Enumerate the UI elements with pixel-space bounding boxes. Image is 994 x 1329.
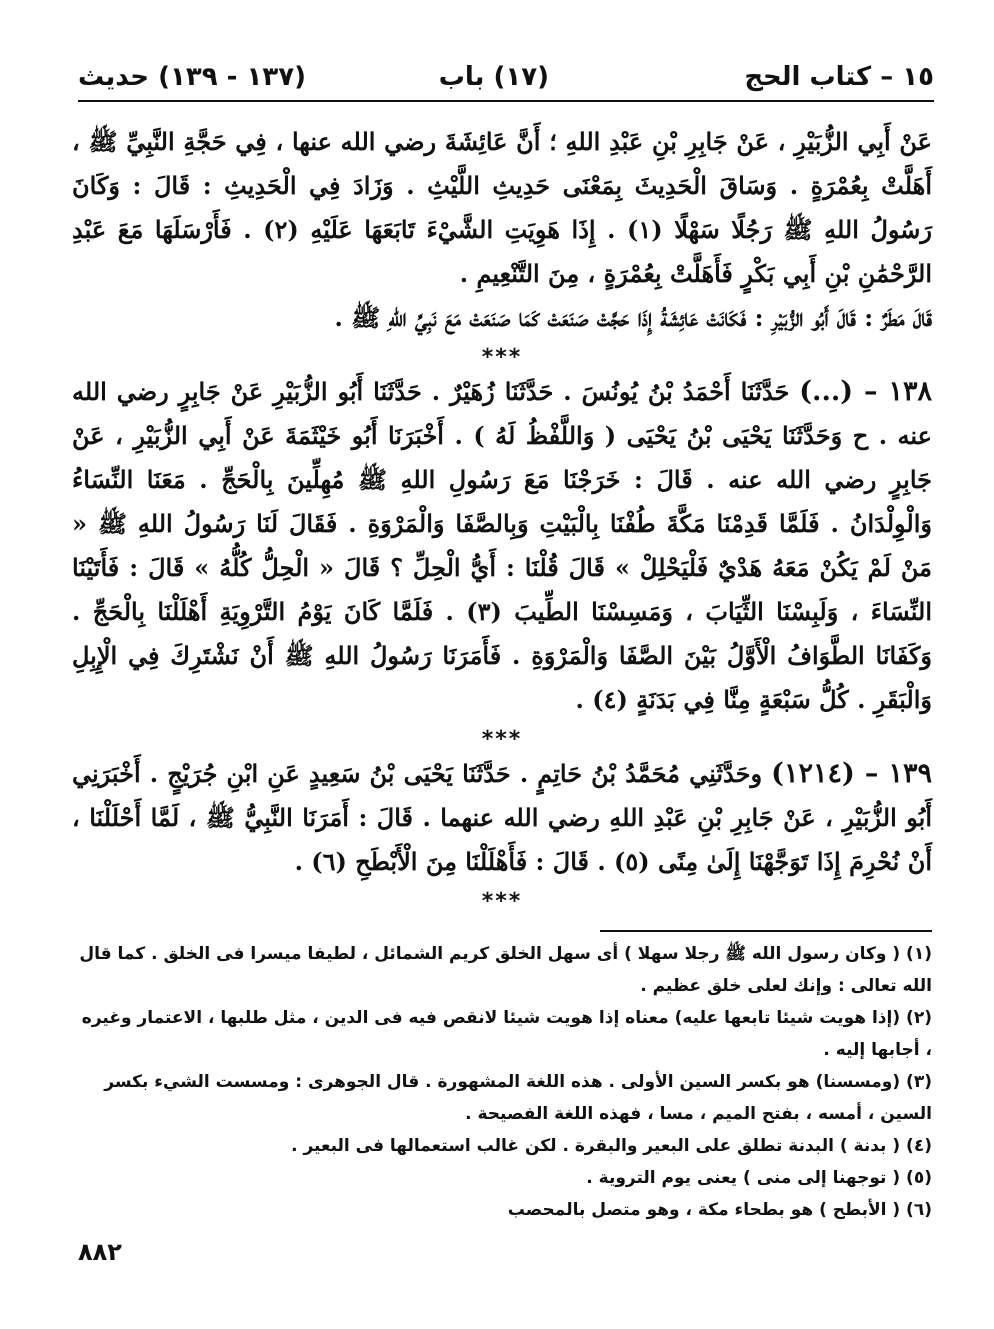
chapter-title: ١٥ – كتاب الحج: [744, 62, 934, 92]
hadith-139-text: وحَدَّثَنِي مُحَمَّدُ بْنُ حَاتِمٍ . حَدَّثَنَا يَحْيَى بْنُ سَعِيدٍ عَنِ ابْنِ جُرَيْجٍ . أَخْبَرَنِي أَبُو الزُّبَيْرِ ، عَنْ جَابِرِ بْنِ عَبْدِ اللهِ رضي الله عنهما . قَالَ : أَمَرَنَا النَّبِيُّ ﷺ ، لَمَّا أَحْلَلْنَا ، أَنْ نُحْرِمَ إِذَا تَوَجَّهْنَا إِلَىٰ مِنًى (٥) . قَالَ : فَأَهْلَلْنَا مِنَ الْأَبْطَحِ (٦) .: [72, 759, 932, 876]
separator-stars: ***: [481, 727, 523, 752]
section-label: (١٧) باب: [438, 62, 549, 92]
hadith-138-text: حَدَّثَنَا أَحْمَدُ بْنُ يُونُسَ . حَدَّثَنَا زُهَيْرٌ . حَدَّثَنَا أَبُو الزُّبَيْرِ عَنْ جَابِرٍ رضي الله عنه . ح وَحَدَّثَنَا يَحْيَى بْنُ يَحْيَى ( وَاللَّفْظُ لَهُ ) . أَخْبَرَنَا أَبُو خَيْثَمَةَ عَنْ أَبِي الزُّبَيْرِ ، عَنْ جَابِرٍ رضي الله عنه . قَالَ : خَرَجْنَا مَعَ رَسُولِ اللهِ ﷺ مُهِلِّينَ بِالْحَجِّ . مَعَنَا النِّسَاءُ وَالْوِلْدَانُ . فَلَمَّا قَدِمْنَا مَكَّةَ طُفْنَا بِالْبَيْتِ وَبِالصَّفَا وَالْمَرْوَةِ . فَقَالَ لَنَا رَسُولُ اللهِ ﷺ « مَنْ لَمْ يَكُنْ مَعَهُ هَدْيٌ فَلْيَحْلِلْ » قَالَ قُلْنَا : أَيُّ الْحِلِّ ؟ قَالَ « الْحِلُّ كُلُّهُ » قَالَ : فَأَتَيْنَا النِّسَاءَ ، وَلَبِسْنَا الثِّيَابَ ، وَمَسِسْنَا الطِّيبَ (٣) . فَلَمَّا كَانَ يَوْمُ التَّرْوِيَةِ أَهْلَلْنَا بِالْحَجِّ . وَكَفَانَا الطَّوَافُ الْأَوَّلُ بَيْنَ الصَّفَا وَالْمَرْوَةِ . فَأَمَرَنَا رَسُولُ اللهِ ﷺ أَنْ نَشْتَرِكَ فِي الْإِبِلِ وَالْبَقَرِ . كُلُّ سَبْعَةٍ مِنَّا فِي بَدَنَةٍ (٤) .: [72, 377, 933, 714]
footnote: (٤) ( بدنة ) البدنة تطلق على البعير والبقرة . لكن غالب استعمالها فى البعير .: [291, 1136, 932, 1156]
footnotes: [72, 938, 932, 1226]
separator-stars: ***: [481, 889, 523, 914]
hadith-138: [72, 370, 932, 722]
header-divider: [78, 100, 934, 102]
footnote: (٣) (ومسسنا) هو بكسر السين الأولى . هذه اللغة المشهورة . قال الجوهرى : ومسست الشيء بكسر السين ، أمسه ، بفتح الميم ، مسا ، فهذه اللغة الفصيحة .: [104, 1072, 932, 1124]
paragraph-matar: قَالَ مَطَرٌ : قَالَ أَبُو الزُّبَيْرِ : فَكَانَتْ عَائِشَةُ إِذَا حَجَّتْ صَنَعَتْ كَمَا صَنَعَتْ مَعَ نَبِيِّ اللهِ ﷺ .: [334, 303, 932, 332]
footnote: (٢) (إذا هويت شيئا تابعها عليه) معناه إذا هويت شيئا لانقص فيه فى الدين ، مثل طلبها ، الاعتمار وغيره ، أجابها إليه .: [81, 1008, 932, 1060]
separator-stars: ***: [481, 345, 523, 370]
footnote: (١) ( وكان رسول الله ﷺ رجلا سهلا ) أى سهل الخلق كريم الشمائل ، لطيفا ميسرا فى الخلق . كما قال الله تعالى : وإنك لعلى خلق عظيم .: [79, 944, 932, 996]
footnote: (٥) ( توجهنا إلى منى ) يعنى يوم التروية .: [586, 1168, 932, 1188]
hadith-138-number: ١٣٨ – (...): [799, 376, 932, 407]
hadith-139-number: ١٣٩ – (١٢١٤): [771, 758, 933, 789]
running-header: [78, 58, 934, 100]
footnote-divider: [600, 930, 932, 932]
footnote: (٦) ( الأبطح ) هو بطحاء مكة ، وهو متصل بالمحصب: [507, 1200, 932, 1220]
hadith-139: [72, 752, 932, 884]
main-text: [72, 120, 932, 914]
paragraph-continuation: عَنْ أَبِي الزُّبَيْرِ ، عَنْ جَابِرِ بْنِ عَبْدِ اللهِ ؛ أَنَّ عَائِشَةَ رضي الله عنها ، فِي حَجَّةِ النَّبِيِّ ﷺ ، أَهَلَّتْ بِعُمْرَةٍ . وَسَاقَ الْحَدِيثَ بِمَعْنَى حَدِيثِ اللَّيْثِ . وَزَادَ فِي الْحَدِيثِ : قَالَ : وَكَانَ رَسُولُ اللهِ ﷺ رَجُلًا سَهْلًا (١) . إِذَا هَوِيَتِ الشَّيْءَ تَابَعَهَا عَلَيْهِ (٢) . فَأَرْسَلَهَا مَعَ عَبْدِ الرَّحْمَٰنِ بْنِ أَبِي بَكْرٍ فَأَهَلَّتْ بِعُمْرَةٍ ، مِنَ التَّنْعِيمِ .: [72, 127, 932, 288]
page-number: ٨٨٢: [78, 1238, 122, 1266]
hadith-range: (١٣٧ - ١٣٩) حديث: [78, 62, 306, 92]
